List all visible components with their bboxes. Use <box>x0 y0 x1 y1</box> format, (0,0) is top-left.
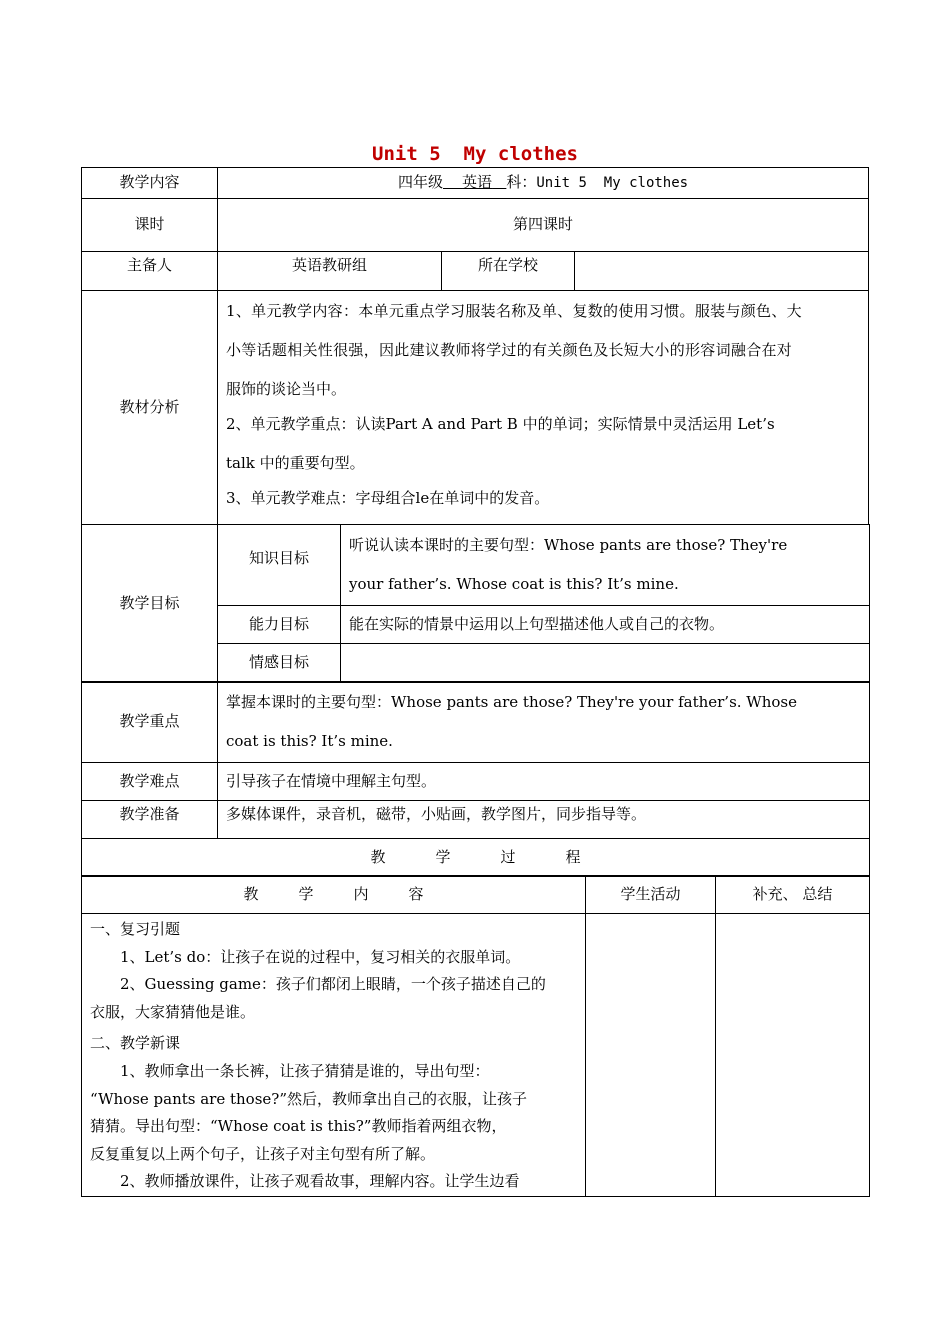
period-label: 课时 <box>82 199 218 252</box>
process-line: 二、教学新课 <box>90 1034 181 1053</box>
emotion-value <box>341 644 870 683</box>
preparer-value: 英语教研组 <box>218 252 442 291</box>
school-value <box>575 252 869 291</box>
content-value <box>218 168 869 199</box>
subject: 英语 <box>462 173 493 192</box>
lesson-info-table <box>81 167 869 525</box>
process-line: 衣服，大家猜猜他是谁。 <box>90 1002 256 1021</box>
period-value: 第四课时 <box>218 199 869 252</box>
analysis-label: 教材分析 <box>82 291 218 525</box>
unit-name: Unit 5 My clothes <box>536 175 689 192</box>
process-line: 1、Let’s do：让孩子在说的过程中，复习相关的衣服单词。 <box>120 947 521 966</box>
emotion-label: 情感目标 <box>218 644 341 683</box>
difficulty-label: 教学难点 <box>82 763 218 801</box>
analysis-content <box>218 291 869 525</box>
process-line: 反复重复以上两个句子，让孩子对主句型有所了解。 <box>90 1144 436 1163</box>
process-line: 猜猜。导出句型：“Whose coat is this?”教师指着两组衣物， <box>90 1117 507 1136</box>
key-value: 掌握本课时的主要句型：Whose pants are those? They're your father’s. Whose coat is this? It’s mine. <box>218 682 870 763</box>
knowledge-value: 听说认读本课时的主要句型：Whose pants are those? They're your father’s. Whose coat is this? It’s mine. <box>341 525 870 606</box>
preparer-label: 主备人 <box>82 252 218 291</box>
analysis-line: 小等话题相关性很强，因此建议教师将学过的有关颜色及长短大小的形容词融合在对 <box>226 341 793 359</box>
subject-suffix: 科： <box>506 173 537 192</box>
content-label: 教学内容 <box>82 168 218 199</box>
key-label: 教学重点 <box>82 682 218 763</box>
analysis-line: 3、单元教学难点：字母组合le在单词中的发音。 <box>226 489 550 507</box>
col-student-header: 学生活动 <box>586 876 716 914</box>
prep-label: 教学准备 <box>82 801 218 839</box>
document-title: Unit 5 My clothes <box>372 143 578 165</box>
student-activity-cell <box>586 914 716 1197</box>
process-line: 2、Guessing game：孩子们都闭上眼睛，一个孩子描述自己的 <box>120 975 546 994</box>
school-label: 所在学校 <box>442 252 575 291</box>
process-line: 1、教师拿出一条长裤，让孩子猜猜是谁的，导出句型： <box>120 1061 490 1080</box>
notes-cell <box>716 914 870 1197</box>
ability-value: 能在实际的情景中运用以上句型描述他人或自己的衣物。 <box>341 606 870 644</box>
process-line: 2、教师播放课件，让孩子观看故事，理解内容。让学生边看 <box>120 1172 520 1191</box>
analysis-line: 2、单元教学重点：认读Part A and Part B 中的单词；实际情景中灵活运用 Let’s <box>226 415 775 433</box>
process-content <box>82 914 586 1197</box>
prep-value: 多媒体课件，录音机，磁带，小贴画，教学图片，同步指导等。 <box>218 801 870 839</box>
goals-label: 教学目标 <box>82 525 218 683</box>
process-table <box>81 875 870 1197</box>
goals-table <box>81 524 870 683</box>
analysis-line: 服饰的谈论当中。 <box>226 380 347 398</box>
difficulty-value: 引导孩子在情境中理解主句型。 <box>218 763 870 801</box>
col-content-header: 教 学 内 容 <box>82 876 586 914</box>
process-line: “Whose pants are those?”然后，教师拿出自己的衣服，让孩子 <box>90 1089 528 1108</box>
analysis-line: 1、单元教学内容：本单元重点学习服装名称及单、复数的使用习惯。服装与颜色、大 <box>226 302 802 320</box>
knowledge-label: 知识目标 <box>218 525 341 606</box>
col-notes-header: 补充、 总结 <box>716 876 870 914</box>
process-heading: 教 学 过 程 <box>82 839 870 877</box>
process-line: 一、复习引题 <box>90 920 181 938</box>
key-points-table <box>81 681 870 877</box>
grade: 四年级 <box>397 173 443 192</box>
analysis-line: talk 中的重要句型。 <box>226 454 365 472</box>
ability-label: 能力目标 <box>218 606 341 644</box>
